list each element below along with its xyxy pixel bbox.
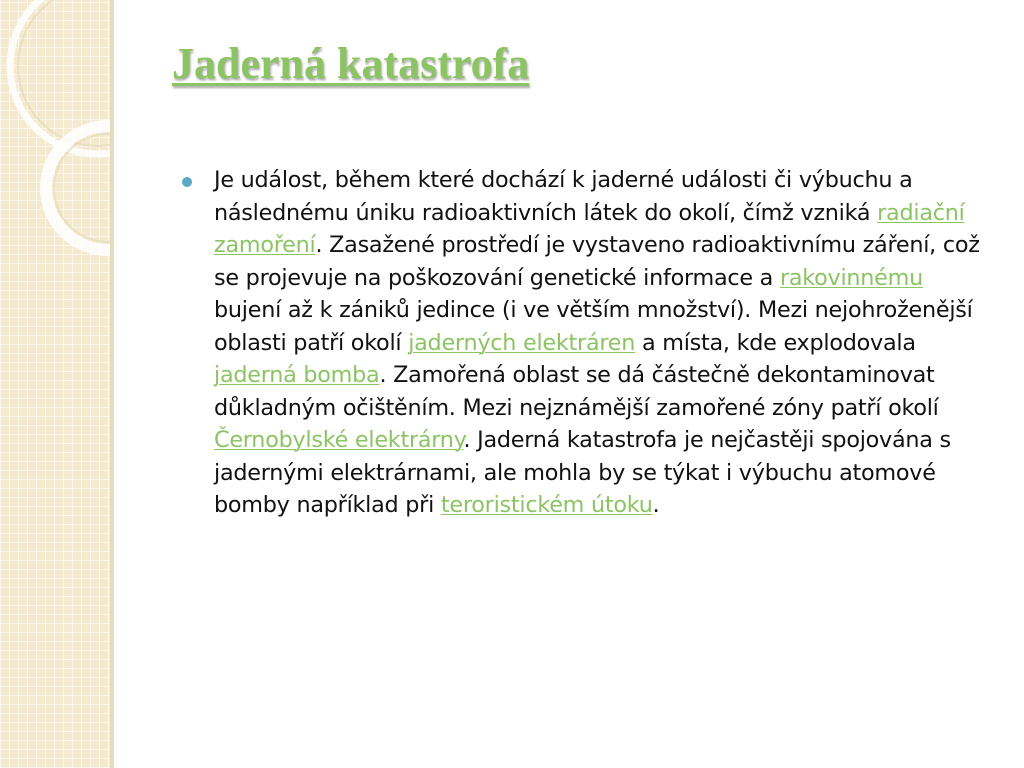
decorative-rings-graphic	[0, 0, 114, 768]
slide-title: Jaderná katastrofa	[172, 39, 530, 88]
bullet-list	[182, 164, 992, 522]
decorative-side-panel	[0, 0, 114, 768]
paragraph-text: a místa, kde explodovala	[635, 329, 916, 356]
link-rakovinnemu[interactable]: rakovinnému	[779, 264, 923, 291]
link-jaderna-bomba[interactable]: jaderná bomba	[214, 362, 380, 388]
paragraph-text: Je událost, během které dochází k jaderné události či výbuchu a následnému úniku radioaktivních látek do okolí, čímž vzniká	[214, 167, 913, 226]
link-teroristickem-utoku[interactable]: teroristickém útoku	[440, 492, 653, 518]
bullet-dot-icon	[182, 177, 192, 187]
paragraph-text: . Zamořená oblast se dá částečně dekontaminovat důkladným očištěním. Mezi nejznámější zamořené zóny patří okolí	[214, 362, 939, 421]
paragraph-text: .	[652, 492, 660, 518]
link-jadernych-elektraren[interactable]: jaderných elektráren	[408, 329, 636, 356]
link-cernobylske-elektrarny[interactable]: Černobylské elektrárny	[214, 427, 464, 453]
paragraph-text: bujení až k zániků jedince (i ve větším množství). Mezi nejohroženější oblasti patří okolí	[214, 297, 973, 356]
paragraph-text: . Jaderná katastrofa je nejčastěji spojována s jadernými elektrárnami, ale mohla by se týkat i výbuchu atomové bomby například při	[214, 427, 951, 518]
bullet-paragraph	[214, 164, 992, 522]
side-panel-edge	[110, 0, 114, 768]
link-radiacni-zamoreni[interactable]: radiační zamoření	[214, 199, 965, 258]
paragraph-text: . Zasažené prostředí je vystaveno radioaktivnímu záření, což se projevuje na poškozování genetické informace a	[214, 232, 980, 291]
